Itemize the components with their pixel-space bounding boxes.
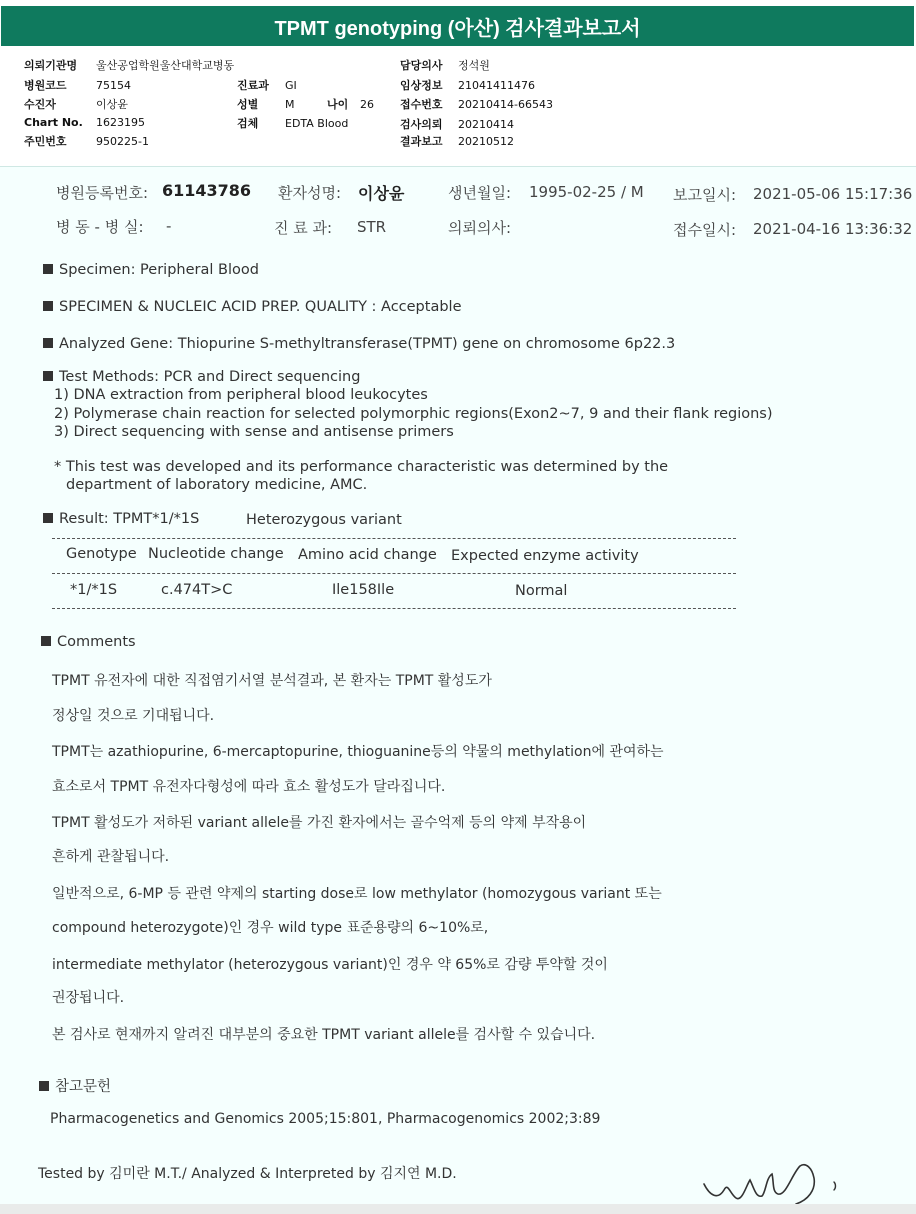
header-right-4: 결과보고 20210512 xyxy=(400,135,514,148)
comment-line: 정상일 것으로 기대됩니다. xyxy=(52,708,215,724)
header-left-4: 주민번호 950225-1 xyxy=(24,135,149,148)
comment-line: compound heterozygote)인 경우 wild type 표준용량의 6~10%로, xyxy=(52,920,489,936)
comment-line: 일반적으로, 6-MP 등 관련 약제의 starting dose로 low methylator (homozygous variant 또는 xyxy=(52,886,662,902)
table-divider xyxy=(52,573,736,574)
comment-line: 본 검사로 현재까지 알려진 대부분의 중요한 TPMT variant allele를 검사할 수 있습니다. xyxy=(52,1027,596,1043)
report-label: 보고일시: xyxy=(673,186,737,204)
comment-line: TPMT 유전자에 대한 직접염기서열 분석결과, 본 환자는 TPMT 활성도가 xyxy=(52,673,492,689)
comment-line: 효소로서 TPMT 유전자다형성에 따라 효소 활성도가 달라집니다. xyxy=(52,779,446,795)
specimen-section: Specimen: Peripheral Blood xyxy=(43,262,259,278)
doctor-label: 의뢰의사: xyxy=(448,219,512,237)
method-note: * This test was developed and its performance characteristic was determined by the xyxy=(54,459,669,475)
quality-section: SPECIMEN & NUCLEIC ACID PREP. QUALITY : Acceptable xyxy=(43,299,462,315)
table-cell: Normal xyxy=(515,583,568,599)
square-bullet-icon xyxy=(43,513,53,523)
bottom-strip xyxy=(0,1204,916,1214)
method-note: department of laboratory medicine, AMC. xyxy=(66,477,368,493)
header-middle-0: 진료과 GI xyxy=(237,79,297,92)
comment-line: TPMT는 azathiopurine, 6-mercaptopurine, thioguanine등의 약물의 methylation에 관여하는 xyxy=(52,744,664,760)
report-value: 2021-05-06 15:17:36 xyxy=(753,185,913,203)
square-bullet-icon xyxy=(43,264,53,274)
comment-line: 권장됩니다. xyxy=(52,990,125,1006)
comment-line: 흔하게 관찰됩니다. xyxy=(52,849,170,865)
comment-line: TPMT 활성도가 저하된 variant allele를 가진 환자에서는 골수억제 등의 약제 부작용이 xyxy=(52,815,587,831)
table-header: Nucleotide change xyxy=(148,546,284,562)
table-divider xyxy=(52,608,736,609)
comments-section: Comments xyxy=(41,634,136,650)
square-bullet-icon xyxy=(39,1081,49,1091)
receipt-value: 2021-04-16 13:36:32 xyxy=(753,220,913,238)
header-right-3: 검사의뢰 20210414 xyxy=(400,118,514,131)
header-left-1: 병원코드 75154 xyxy=(24,79,131,92)
ward-label: 병 동 - 병 실: xyxy=(56,218,144,236)
table-header: Amino acid change xyxy=(298,547,437,563)
name-value: 이상윤 xyxy=(358,184,405,203)
footer-signoff: Tested by 김미란 M.T./ Analyzed & Interpreted by 김지연 M.D. xyxy=(38,1166,457,1182)
header-right-2: 접수번호 20210414-66543 xyxy=(400,98,553,111)
header-left-3: Chart No. 1623195 xyxy=(24,116,145,129)
table-cell: c.474T>C xyxy=(161,582,233,598)
result-value: Heterozygous variant xyxy=(246,512,402,528)
header-right-0: 담당의사 정석원 xyxy=(400,59,490,72)
reg-value: 61143786 xyxy=(162,181,252,200)
table-header: Expected enzyme activity xyxy=(451,548,639,564)
table-divider xyxy=(52,538,736,539)
report-title: TPMT genotyping (아산) 검사결과보고서 xyxy=(1,6,914,46)
header-middle-1: 성별 M xyxy=(237,98,295,111)
methods-section: Test Methods: PCR and Direct sequencing xyxy=(43,369,360,385)
square-bullet-icon xyxy=(43,301,53,311)
gene-section: Analyzed Gene: Thiopurine S-methyltransferase(TPMT) gene on chromosome 6p22.3 xyxy=(43,336,675,352)
receipt-label: 접수일시: xyxy=(673,221,737,239)
table-cell: *1/*1S xyxy=(70,582,118,598)
handwritten-signature xyxy=(700,1160,850,1206)
square-bullet-icon xyxy=(43,371,53,381)
dept-value: STR xyxy=(357,218,387,236)
dob-value: 1995-02-25 / M xyxy=(529,183,644,201)
method-step: 1) DNA extraction from peripheral blood leukocytes xyxy=(54,387,428,403)
name-label: 환자성명: xyxy=(278,184,342,202)
references-section: 참고문헌 xyxy=(39,1075,111,1096)
header-middle-2: 검체 EDTA Blood xyxy=(237,117,349,130)
comment-line: intermediate methylator (heterozygous variant)인 경우 약 65%로 감량 투약할 것이 xyxy=(52,957,608,973)
ward-value: - xyxy=(166,217,172,235)
reference-text: Pharmacogenetics and Genomics 2005;15:801, Pharmacogenomics 2002;3:89 xyxy=(50,1111,601,1127)
dept-label: 진 료 과: xyxy=(274,219,333,237)
table-header: Genotype xyxy=(66,546,137,562)
header-left-0: 의뢰기관명 울산공업학원울산대학교병동 xyxy=(24,59,235,72)
method-step: 3) Direct sequencing with sense and antisense primers xyxy=(54,424,454,440)
reg-label: 병원등록번호: xyxy=(56,184,148,202)
result-section: Result: TPMT*1/*1S xyxy=(43,511,199,527)
square-bullet-icon xyxy=(43,338,53,348)
header-right-1: 임상정보 21041411476 xyxy=(400,79,535,92)
table-cell: Ile158Ile xyxy=(332,582,395,598)
header-left-2: 수진자 이상윤 xyxy=(24,98,128,111)
method-step: 2) Polymerase chain reaction for selected polymorphic regions(Exon2~7, 9 and their flank regions) xyxy=(54,406,773,422)
square-bullet-icon xyxy=(41,636,51,646)
header-age: 나이 26 xyxy=(327,98,374,111)
dob-label: 생년월일: xyxy=(448,184,512,202)
